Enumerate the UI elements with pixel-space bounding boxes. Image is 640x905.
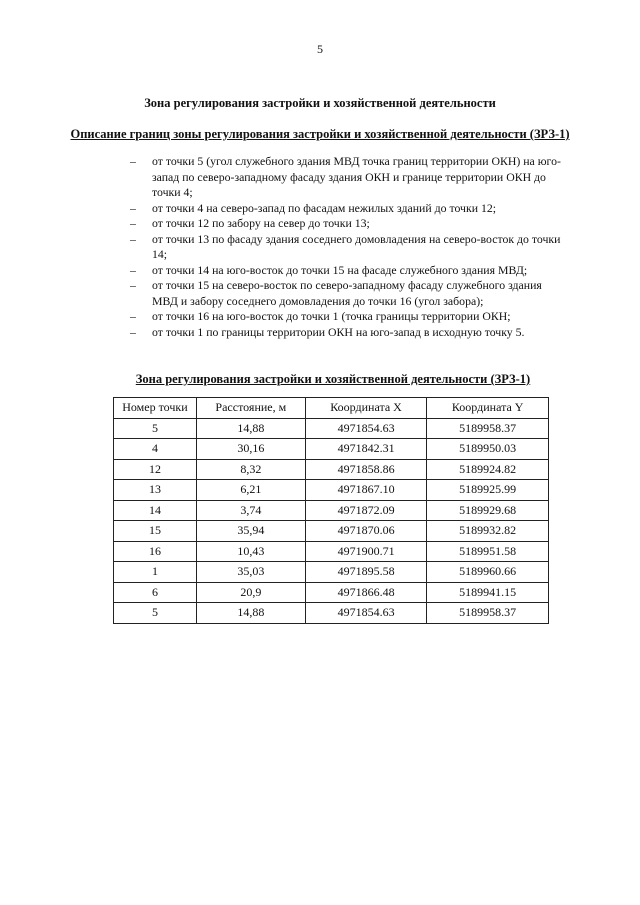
list-item (130, 154, 570, 201)
cell-coordinate-x: 4971854.63 (305, 603, 427, 624)
cell-coordinate-x: 4971895.58 (305, 562, 427, 583)
table-row (114, 541, 549, 562)
list-item-text: от точки 12 по забору на север до точки 13; (152, 216, 370, 230)
cell-point-number: 5 (114, 603, 197, 624)
cell-distance: 14,88 (196, 418, 305, 439)
cell-coordinate-y: 5189925.99 (427, 480, 549, 501)
table-row (114, 603, 549, 624)
description-heading: Описание границ зоны регулирования застройки и хозяйственной деятельности (ЗРЗ-1) (70, 127, 570, 141)
cell-point-number: 12 (114, 459, 197, 480)
cell-coordinate-x: 4971872.09 (305, 500, 427, 521)
cell-point-number: 15 (114, 521, 197, 542)
bullet-dash: – (130, 324, 136, 339)
page-number: 5 (317, 42, 323, 56)
bullet-dash: – (130, 216, 136, 230)
cell-coordinate-y: 5189941.15 (427, 582, 549, 603)
cell-point-number: 1 (114, 562, 197, 583)
cell-distance: 30,16 (196, 439, 305, 460)
table-row (114, 582, 549, 603)
bullet-dash: – (130, 278, 136, 292)
cell-coordinate-x: 4971870.06 (305, 521, 427, 542)
cell-coordinate-x: 4971854.63 (305, 418, 427, 439)
cell-point-number: 13 (114, 480, 197, 501)
table-row (114, 562, 549, 583)
cell-distance: 3,74 (196, 500, 305, 521)
list-item-text: от точки 1 по границы территории ОКН на юго-запад в исходную точку 5. (152, 324, 525, 339)
list-item-text: от точки 13 по фасаду здания соседнего домовладения на северо-восток до точки 14; (152, 231, 561, 261)
cell-point-number: 16 (114, 541, 197, 562)
header-point-number: Номер точки (114, 398, 197, 419)
list-item-text: от точки 16 на юго-восток до точки 1 (точка границы территории ОКН; (152, 309, 511, 323)
list-item-text: от точки 15 на северо-восток по северо-западному фасаду служебного здания МВД и забору соседнего домовладения до точки 16 (угол забора); (152, 278, 542, 308)
bullet-dash: – (130, 262, 136, 277)
table-row (114, 439, 549, 460)
cell-coordinate-y: 5189960.66 (427, 562, 549, 583)
header-distance: Расстояние, м (196, 398, 305, 419)
list-item-text: от точки 4 на северо-запад по фасадам нежилых зданий до точки 12; (152, 200, 497, 215)
cell-coordinate-y: 5189929.68 (427, 500, 549, 521)
list-item (130, 325, 570, 341)
cell-coordinate-x: 4971842.31 (305, 439, 427, 460)
table-row (114, 500, 549, 521)
cell-distance: 35,94 (196, 521, 305, 542)
bullet-dash: – (130, 200, 136, 215)
cell-distance: 6,21 (196, 480, 305, 501)
list-item-text: от точки 5 (угол служебного здания МВД точка границ территории ОКН) на юго-запад по северо-западному фасаду здания ОКН и границе территории ОКН до точки 4; (152, 154, 561, 199)
table-row (114, 459, 549, 480)
table-row (114, 480, 549, 501)
list-item (130, 232, 570, 263)
cell-coordinate-x: 4971900.71 (305, 541, 427, 562)
cell-distance: 8,32 (196, 459, 305, 480)
cell-distance: 35,03 (196, 562, 305, 583)
list-item-text: от точки 14 на юго-восток до точки 15 на фасаде служебного здания МВД; (152, 262, 528, 277)
table-body (114, 418, 549, 623)
cell-coordinate-y: 5189924.82 (427, 459, 549, 480)
table-header-row (114, 398, 549, 419)
cell-coordinate-y: 5189950.03 (427, 439, 549, 460)
cell-distance: 14,88 (196, 603, 305, 624)
list-item (130, 216, 570, 232)
section-title: Зона регулирования застройки и хозяйственной деятельности (144, 96, 496, 110)
bullet-dash: – (130, 231, 136, 246)
cell-coordinate-y: 5189958.37 (427, 418, 549, 439)
cell-point-number: 6 (114, 582, 197, 603)
header-coordinate-x: Координата X (305, 398, 427, 419)
table-title: Зона регулирования застройки и хозяйственной деятельности (ЗРЗ-1) (135, 372, 531, 386)
bullet-dash: – (130, 154, 136, 168)
cell-coordinate-y: 5189958.37 (427, 603, 549, 624)
list-item (130, 278, 570, 309)
bullet-dash: – (130, 309, 136, 323)
cell-coordinate-x: 4971866.48 (305, 582, 427, 603)
list-item (130, 201, 570, 217)
list-item (130, 309, 570, 325)
boundary-description-list (130, 154, 570, 340)
cell-point-number: 5 (114, 418, 197, 439)
list-item (130, 263, 570, 279)
table-row (114, 521, 549, 542)
cell-coordinate-y: 5189932.82 (427, 521, 549, 542)
cell-coordinate-y: 5189951.58 (427, 541, 549, 562)
cell-coordinate-x: 4971858.86 (305, 459, 427, 480)
coordinates-table (113, 397, 549, 624)
cell-coordinate-x: 4971867.10 (305, 480, 427, 501)
cell-point-number: 4 (114, 439, 197, 460)
cell-distance: 20,9 (196, 582, 305, 603)
cell-distance: 10,43 (196, 541, 305, 562)
cell-point-number: 14 (114, 500, 197, 521)
header-coordinate-y: Координата Y (427, 398, 549, 419)
table-row (114, 418, 549, 439)
